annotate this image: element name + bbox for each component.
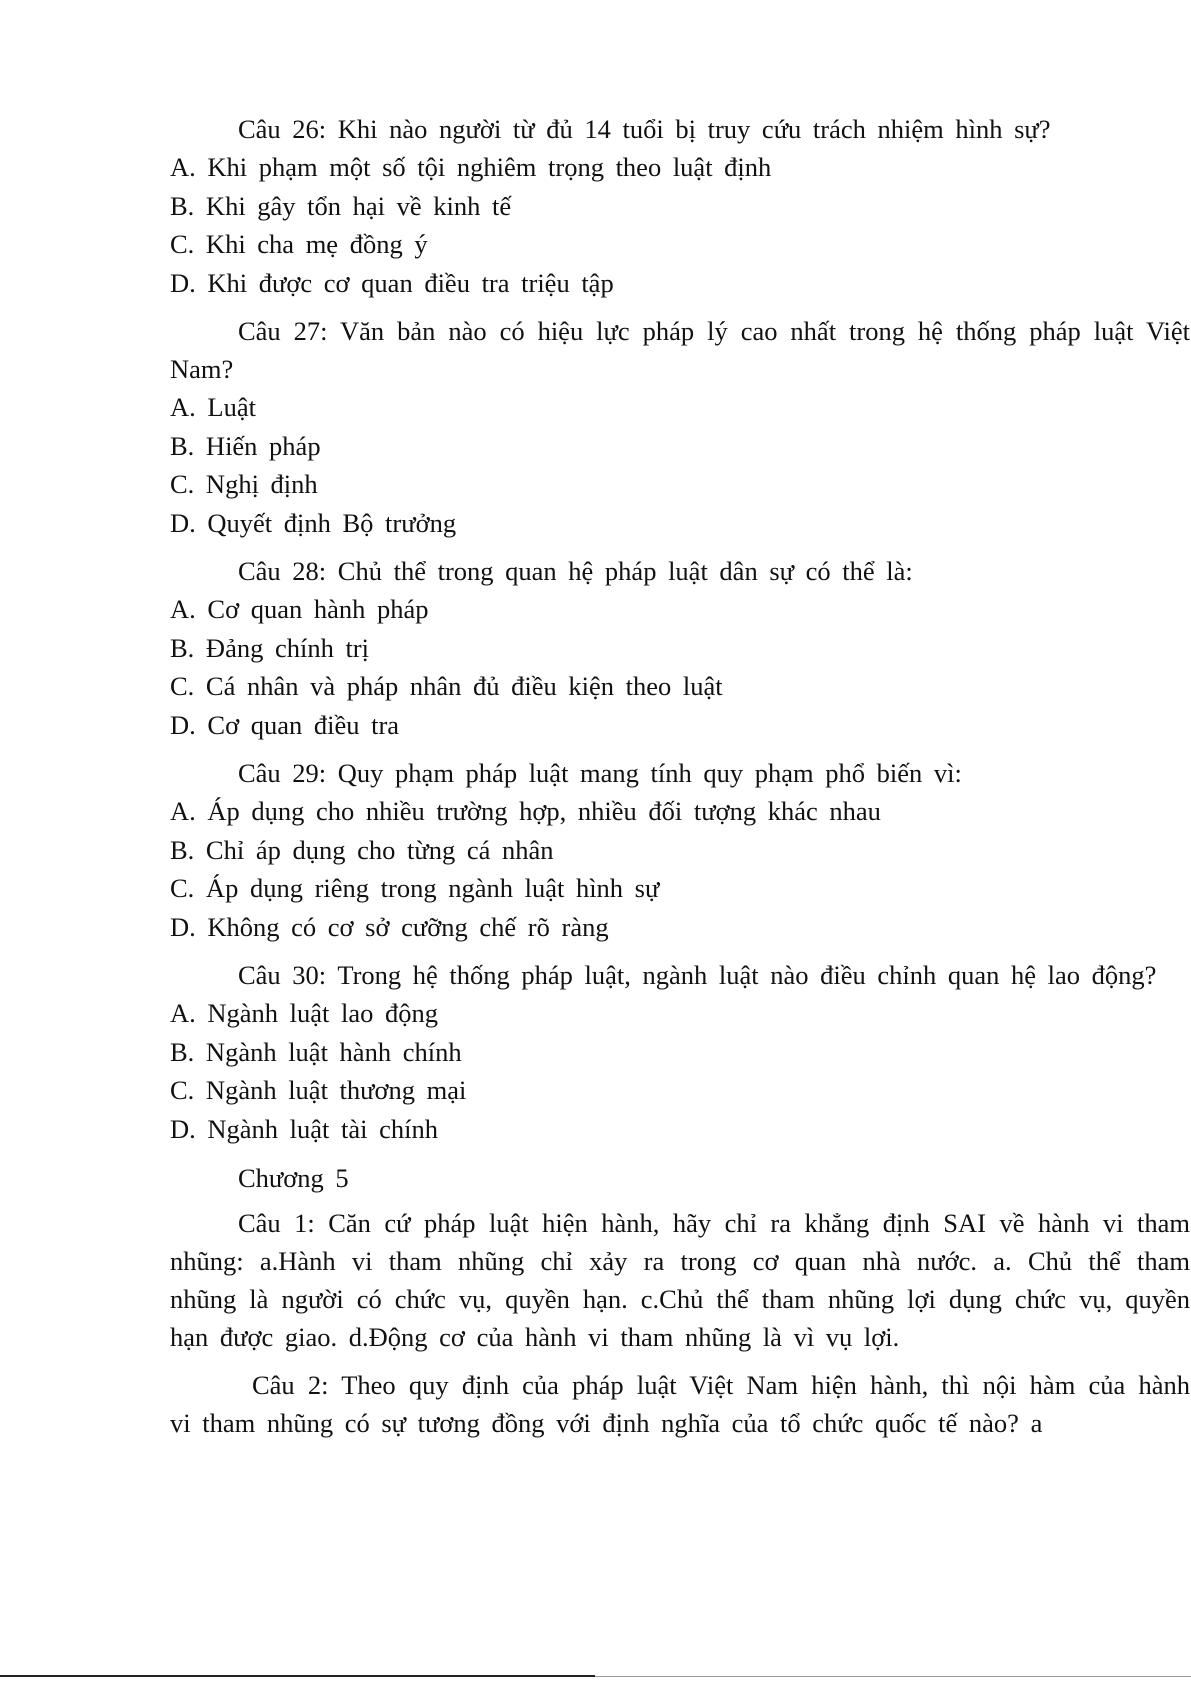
document-body xyxy=(170,110,1190,1452)
option-c: C. Ngành luật thương mại xyxy=(170,1075,467,1105)
option-d: D. Khi được cơ quan điều tra triệu tập xyxy=(170,267,614,298)
option-a: A. Khi phạm một số tội nghiêm trọng theo luật định xyxy=(170,152,772,182)
page-bottom-rule-light xyxy=(595,1676,1191,1677)
option-c: C. Cá nhân và pháp nhân đủ điều kiện theo luật xyxy=(170,671,723,701)
question-text: Câu 28: Chủ thể trong quan hệ pháp luật dân sự có thể là: xyxy=(238,556,913,586)
option-b: B. Đảng chính trị xyxy=(170,632,369,663)
question-text: Câu 29: Quy phạm pháp luật mang tính quy phạm phổ biến vì: xyxy=(238,758,962,788)
question-26 xyxy=(170,110,1190,302)
question-29 xyxy=(170,754,1190,946)
option-d: D. Cơ quan điều tra xyxy=(170,709,400,740)
option-c: C. Khi cha mẹ đồng ý xyxy=(170,229,428,259)
question-text: Câu 30: Trong hệ thống pháp luật, ngành luật nào điều chỉnh quan hệ lao động? xyxy=(238,960,1157,990)
chapter-question-2 xyxy=(170,1366,1190,1442)
option-a: A. Áp dụng cho nhiều trường hợp, nhiều đối tượng khác nhau xyxy=(170,796,881,826)
chapter-question-1 xyxy=(170,1204,1190,1356)
option-d: D. Không có cơ sở cưỡng chế rõ ràng xyxy=(170,911,609,942)
option-c: C. Nghị định xyxy=(170,469,318,499)
question-text: Câu 27: Văn bản nào có hiệu lực pháp lý cao nhất trong hệ thống pháp luật Việt Nam? xyxy=(170,316,1190,384)
option-a: A. Luật xyxy=(170,392,256,422)
question-text: Câu 1: Căn cứ pháp luật hiện hành, hãy chỉ ra khẳng định SAI về hành vi tham nhũng: a.Hành vi tham nhũng chỉ xảy ra trong cơ quan nhà nước. a. Chủ thể tham nhũng là người có chức vụ, quyền hạn. c.Chủ thể tham nhũng lợi dụng chức vụ, quyền hạn được giao. d.Động cơ của hành vi tham nhũng là vì vụ lợi. xyxy=(170,1208,1190,1352)
option-b: B. Hiến pháp xyxy=(170,430,321,461)
question-27 xyxy=(170,312,1190,542)
page-bottom-rule xyxy=(0,1675,595,1677)
question-28 xyxy=(170,552,1190,744)
question-30 xyxy=(170,956,1190,1148)
option-b: B. Ngành luật hành chính xyxy=(170,1036,462,1067)
option-b: B. Chỉ áp dụng cho từng cá nhân xyxy=(170,834,554,865)
option-d: D. Quyết định Bộ trưởng xyxy=(170,507,457,538)
option-a: A. Cơ quan hành pháp xyxy=(170,594,429,624)
question-text: Câu 26: Khi nào người từ đủ 14 tuổi bị truy cứu trách nhiệm hình sự? xyxy=(238,114,1051,144)
option-d: D. Ngành luật tài chính xyxy=(170,1113,439,1144)
chapter-title: Chương 5 xyxy=(238,1163,349,1193)
option-c: C. Áp dụng riêng trong ngành luật hình sự xyxy=(170,873,660,903)
option-b: B. Khi gây tổn hại về kinh tế xyxy=(170,190,512,221)
option-a: A. Ngành luật lao động xyxy=(170,998,439,1028)
question-text: Câu 2: Theo quy định của pháp luật Việt Nam hiện hành, thì nội hàm của hành vi tham nhũng có sự tương đồng với định nghĩa của tổ chức quốc tế nào? a xyxy=(170,1370,1190,1438)
